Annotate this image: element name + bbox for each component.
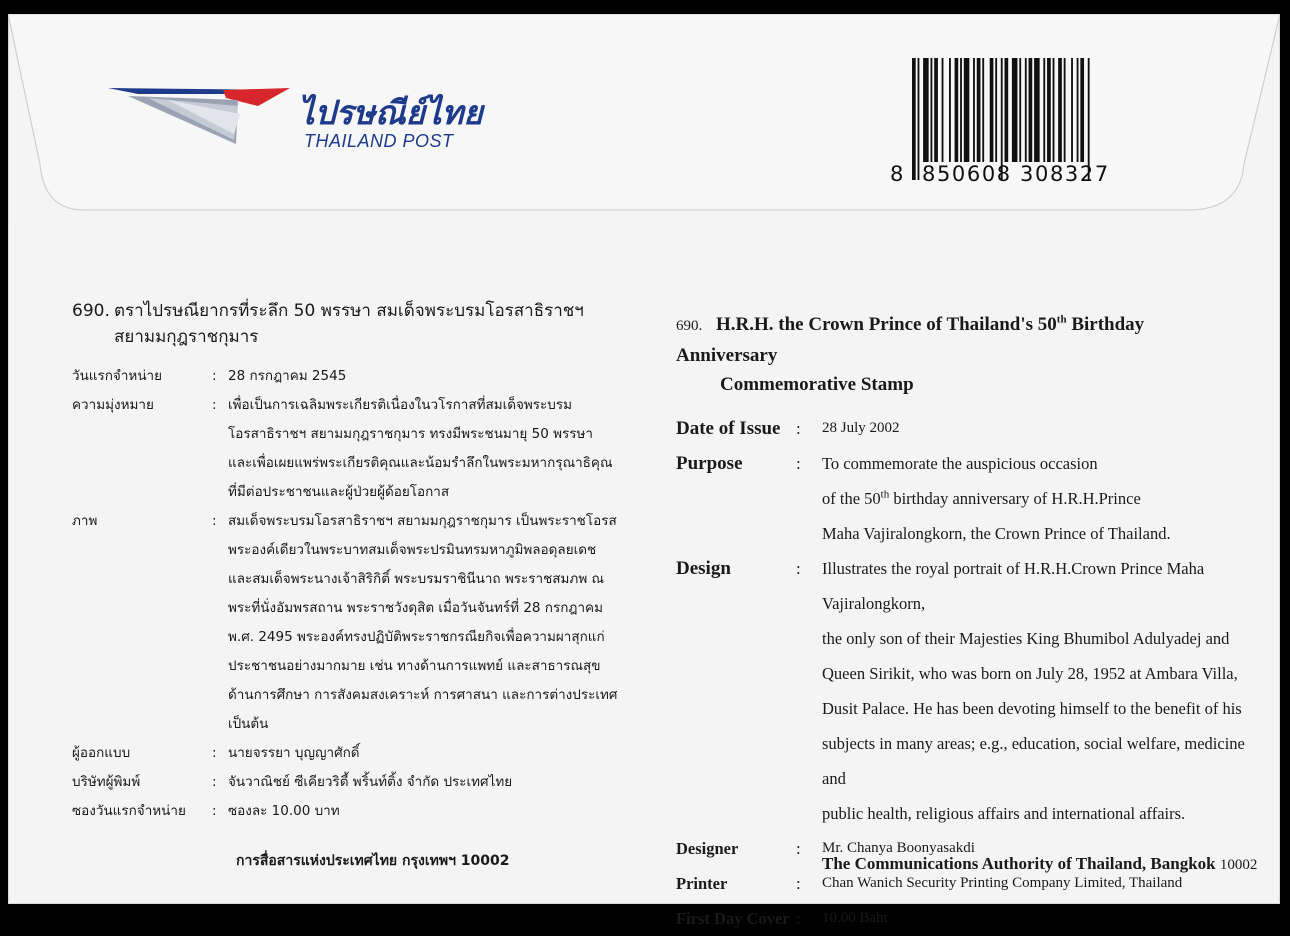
thai-field-line: เป็นต้น	[228, 716, 269, 732]
thai-field-row: ภาพ : สมเด็จพระบรมโอรสาธิราชฯ สยามมกุฎราชกุมาร เป็นพระราชโอรส พระองค์เดียวในพระบาทสมเด็จพระปรมินทรมหาภูมิพลอดุลยเดช และสมเด็จพระนางเจ้าสิริกิติ์ พระบรมราชินีนาถ พระราชสมภพ ณ พระที่นั่งอัมพรสถาน พระราชวังดุสิต เมื่อวันจันทร์ที่ 28 กรกฎาคม พ.ศ. 2495 พระองค์ทรงปฏิบัติพระราชกรณียกิจเพื่อความผาสุกแก่ ประชาชนอย่างมากมาย เช่น ทางด้านการแพทย์ และสาธารณสุข ด้านการศึกษา การสังคมสงเคราะห์ การศาสนา และการต่างประเทศ เป็นต้น	[72, 507, 632, 739]
thai-field-line: และเพื่อเผยแพร่พระเกียรติคุณและน้อมรำลึกในพระมหากรุณาธิคุณ	[228, 455, 613, 471]
thai-field-row: ความมุ่งหมาย : เพื่อเป็นการเฉลิมพระเกียรติเนื่องในวโรกาสที่สมเด็จพระบรม โอรสาธิราชฯ สยามมกุฎราชกุมาร ทรงมีพระชนมายุ 50 พรรษา และเพื่อเผยแพร่พระเกียรติคุณและน้อมรำลึกในพระมหากรุณาธิคุณ ที่มีต่อประชาชนและผู้ป่วยผู้ด้อยโอกาส	[72, 391, 632, 507]
logo-english-text: THAILAND POST	[304, 131, 454, 151]
design-label: Design	[676, 558, 731, 579]
purpose-row: Purpose : To commemorate the auspicious occasion of the 50th birthday anniversary of H.R.H.Prince Maha Vajiralongkorn, the Crown Prince of Thailand.	[676, 446, 1246, 551]
design-line: Queen Sirikit, who was born on July 28, 1952 at Ambara Villa,	[822, 664, 1238, 683]
thai-field-label: ภาพ	[72, 513, 98, 529]
thai-field-line: และสมเด็จพระนางเจ้าสิริกิติ์ พระบรมราชินีนาถ พระราชสมภพ ณ	[228, 571, 605, 587]
thai-field-value	[228, 768, 632, 797]
design-line: Dusit Palace. He has been devoting himself to the benefit of his	[822, 699, 1242, 718]
english-footer-text: The Communications Authority of Thailand, Bangkok	[822, 854, 1216, 873]
purpose-line2: of the 50th birthday anniversary of H.R.H.Prince	[822, 488, 1141, 508]
thai-field-label: ความมุ่งหมาย	[72, 397, 154, 413]
thai-title-line1: ตราไปรษณียากรที่ระลึก 50 พรรษา สมเด็จพระบรมโอรสาธิราชฯ	[114, 301, 584, 321]
printer-value: Chan Wanich Security Printing Company Limited, Thailand	[822, 875, 1183, 891]
english-footer	[822, 854, 1257, 874]
barcode-digits: 850608 308327	[922, 162, 1110, 186]
thai-field-row: วันแรกจำหน่าย : 28 กรกฎาคม 2545	[72, 362, 632, 391]
thai-footer: การสื่อสารแห่งประเทศไทย กรุงเทพฯ 10002	[236, 853, 510, 869]
thai-field-label: ผู้ออกแบบ	[72, 745, 131, 761]
thai-field-line: โอรสาธิราชฯ สยามมกุฎราชกุมาร ทรงมีพระชนมายุ 50 พรรษา	[228, 426, 593, 442]
thai-field-label: วันแรกจำหน่าย	[72, 368, 163, 384]
first-day-cover-value: 10.00 Baht	[822, 910, 888, 926]
thai-fields	[72, 362, 632, 826]
date-of-issue-label: Date of Issue	[676, 418, 781, 439]
thai-field-value	[228, 507, 632, 739]
thai-title	[72, 298, 632, 350]
design-row: Design : Illustrates the royal portrait of H.R.H.Crown Prince Maha Vajiralongkorn, the only son of their Majesties King Bhumibol Adulyadej and Queen Sirikit, who was born on July 28, 1952 at Ambara Villa, Dusit Palace. He has been devoting himself to the benefit of his subjects in many areas; e.g., education, social welfare, medicine and public health, religious affairs and international affairs.	[676, 551, 1246, 831]
thai-field-line: 28 กรกฎาคม 2545	[228, 368, 347, 384]
thai-field-line: พระองค์เดียวในพระบาทสมเด็จพระปรมินทรมหาภูมิพลอดุลยเดช	[228, 542, 597, 558]
english-title	[676, 310, 1246, 399]
design-value	[822, 551, 1246, 831]
english-title-line2: Commemorative Stamp	[720, 374, 914, 395]
thai-field-line: พ.ศ. 2495 พระองค์ทรงปฏิบัติพระราชกรณียกิจเพื่อความผาสุกแก่	[228, 629, 605, 645]
purpose-line1: To commemorate the auspicious occasion	[822, 454, 1098, 473]
design-line: Illustrates the royal portrait of H.R.H.Crown Prince Maha Vajiralongkorn,	[822, 559, 1205, 613]
designer-row: Designer : Mr. Chanya Boonyasakdi	[676, 831, 1246, 866]
thai-field-line: จันวาณิชย์ ซีเคียวริตี้ พริ้นท์ติ้ง จำกัด ประเทศไทย	[228, 774, 513, 790]
barcode	[886, 58, 1136, 198]
thai-field-row: ซองวันแรกจำหน่าย : ซองละ 10.00 บาท	[72, 797, 632, 826]
thai-field-label: ซองวันแรกจำหน่าย	[72, 803, 186, 819]
thailand-post-logo	[108, 84, 488, 164]
thai-field-line: ซองละ 10.00 บาท	[228, 803, 340, 819]
designer-label: Designer	[676, 839, 739, 858]
design-line: the only son of their Majesties King Bhumibol Adulyadej and	[822, 629, 1230, 648]
thai-field-line: สมเด็จพระบรมโอรสาธิราชฯ สยามมกุฎราชกุมาร เป็นพระราชโอรส	[228, 513, 617, 529]
purpose-label: Purpose	[676, 453, 743, 474]
design-line: public health, religious affairs and international affairs.	[822, 804, 1186, 823]
thai-field-line: ด้านการศึกษา การสังคมสงเคราะห์ การศาสนา และการต่างประเทศ	[228, 687, 618, 703]
printer-label: Printer	[676, 874, 728, 893]
date-of-issue-value: 28 July 2002	[822, 420, 900, 436]
english-description	[676, 310, 1258, 936]
design-line: subjects in many areas; e.g., education, social welfare, medicine and	[822, 734, 1245, 788]
thai-field-value	[228, 797, 632, 826]
english-title-sup: th	[1056, 313, 1067, 326]
thai-stamp-number: 690.	[72, 301, 110, 321]
thai-description	[72, 298, 632, 869]
thai-field-line: นายจรรยา บุญญาศักดิ์	[228, 745, 360, 761]
printer-row: Printer : Chan Wanich Security Printing Company Limited, Thailand	[676, 866, 1246, 901]
thai-field-line: ที่มีต่อประชาชนและผู้ป่วยผู้ด้อยโอกาส	[228, 484, 450, 500]
thai-field-line: เพื่อเป็นการเฉลิมพระเกียรติเนื่องในวโรกาสที่สมเด็จพระบรม	[228, 397, 573, 413]
first-day-cover-row: First Day Cover : 10.00 Baht	[676, 901, 1246, 936]
purpose-value	[822, 446, 1246, 551]
purpose-line3: Maha Vajiralongkorn, the Crown Prince of Thailand.	[822, 524, 1171, 543]
thai-title-line2: สยามมกุฎราชกุมาร	[114, 327, 259, 347]
thai-field-row: ผู้ออกแบบ : นายจรรยา บุญญาศักดิ์	[72, 739, 632, 768]
designer-value: Mr. Chanya Boonyasakdi	[822, 840, 975, 856]
barcode-lead-digit: 8	[890, 162, 905, 186]
thai-field-value	[228, 362, 632, 391]
english-title-line1b: Birthday Anniversary	[676, 314, 1145, 366]
logo-thai-text: ไปรษณีย์ไทย	[298, 93, 483, 132]
thai-field-value	[228, 391, 632, 507]
envelope-back	[8, 14, 1280, 928]
date-of-issue-row: Date of Issue : 28 July 2002	[676, 411, 1246, 446]
thai-field-label: บริษัทผู้พิมพ์	[72, 774, 141, 790]
thai-field-line: ประชาชนอย่างมากมาย เช่น ทางด้านการแพทย์ และสาธารณสุข	[228, 658, 601, 674]
english-title-line1a: H.R.H. the Crown Prince of Thailand's 50	[716, 314, 1057, 335]
thai-field-line: พระที่นั่งอัมพรสถาน พระราชวังดุสิต เมื่อวันจันทร์ที่ 28 กรกฎาคม	[228, 600, 603, 616]
first-day-cover-label: First Day Cover	[676, 909, 790, 928]
thai-field-row: บริษัทผู้พิมพ์ : จันวาณิชย์ ซีเคียวริตี้ พริ้นท์ติ้ง จำกัด ประเทศไทย	[72, 768, 632, 797]
english-footer-code: 10002	[1219, 857, 1258, 873]
thai-field-value	[228, 739, 632, 768]
english-stamp-number: 690.	[676, 318, 703, 334]
thailand-post-wing-icon	[108, 84, 298, 164]
